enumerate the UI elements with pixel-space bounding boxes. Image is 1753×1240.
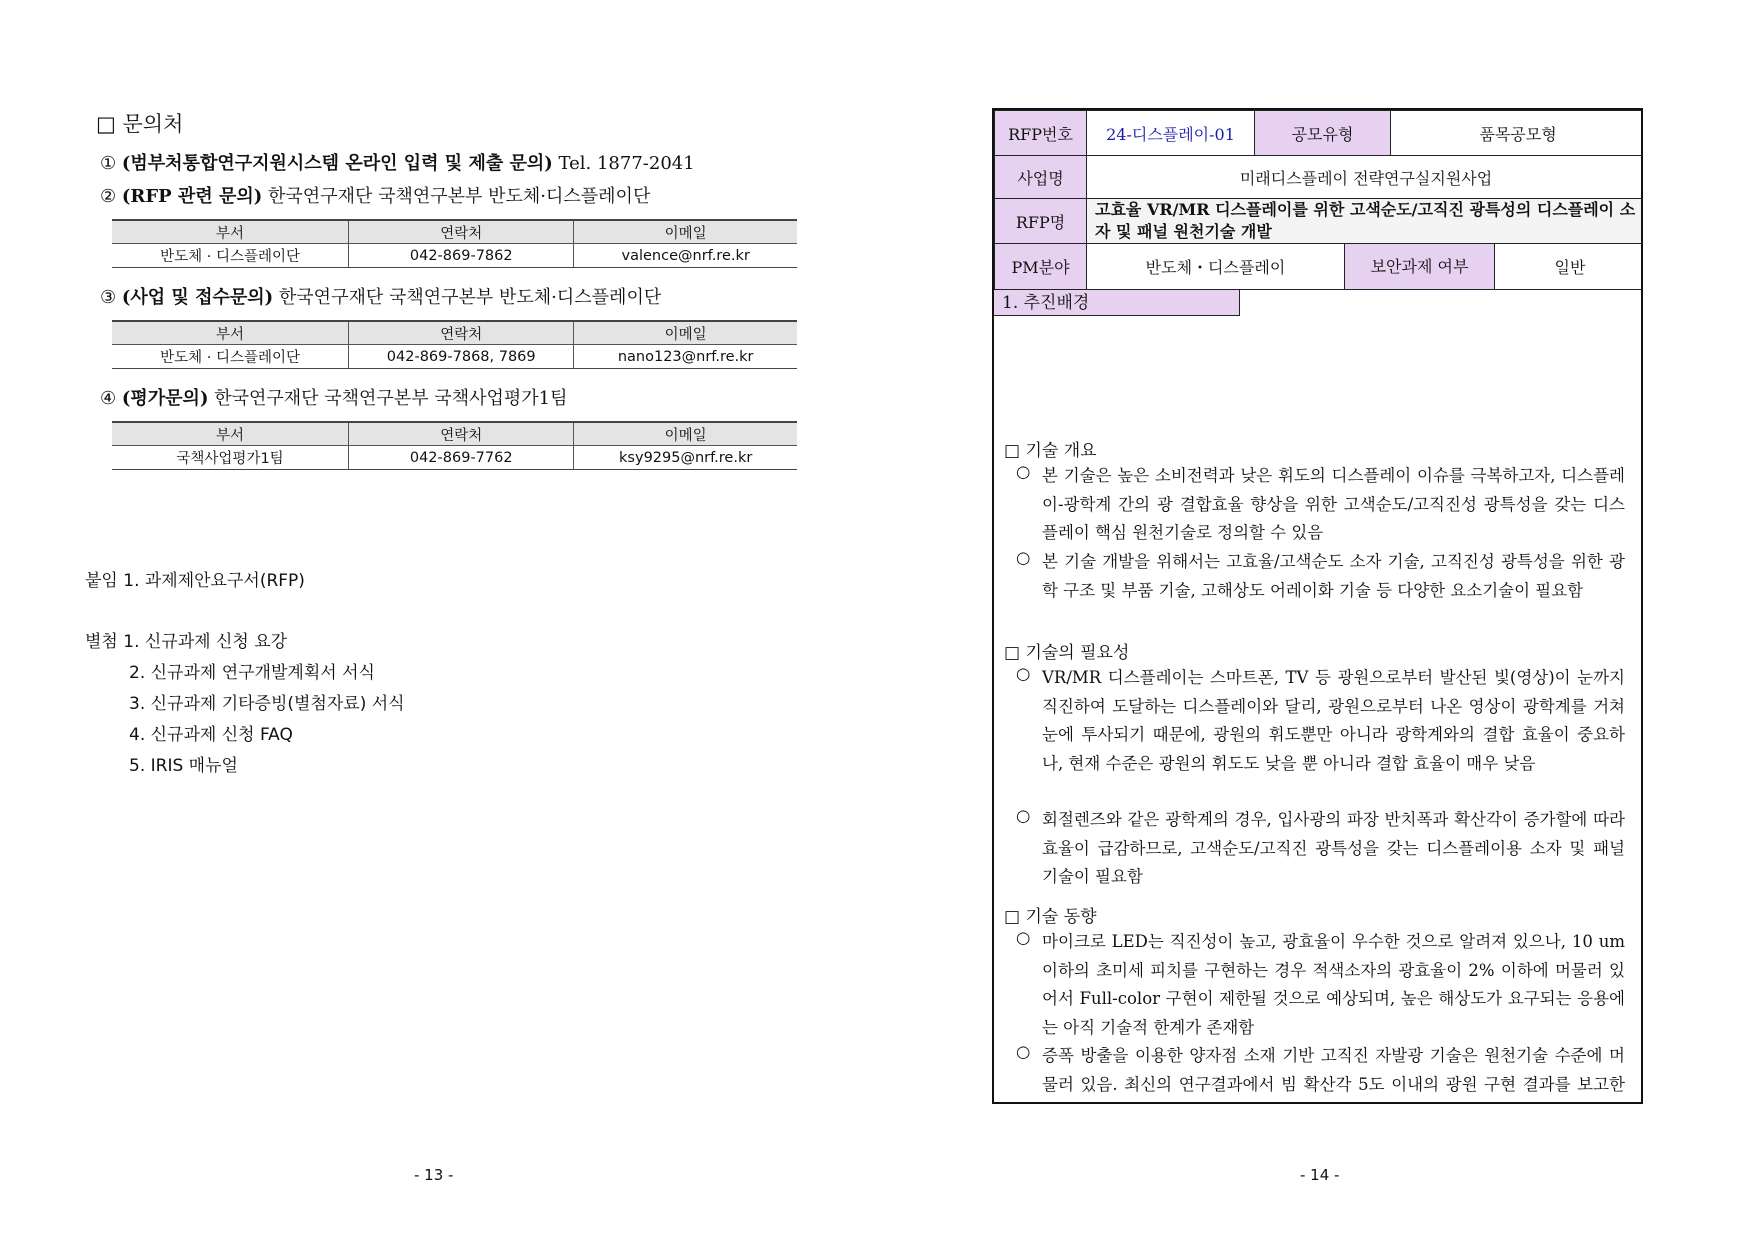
pm-field-label: PM분야 [995, 244, 1087, 290]
contact-item-2 [100, 182, 650, 208]
dept-cell: 반도체 · 디스플레이단 [112, 345, 349, 369]
pm-field-value: 반도체・디스플레이 [1087, 244, 1345, 290]
bullet-icon: ○ [1016, 928, 1031, 947]
paragraph-text: 마이크로 LED는 직진성이 높고, 광효율이 우수한 것으로 알려져 있으나, 10 um이하의 초미세 피치를 구현하는 경우 적색소자의 광효율이 2% 이하에 머물러 있어서 Full-color 구현이 제한될 것으로 예상되며, 높은 해상도가 요구되는 응용에는 아직 기술적 한계가 존재함 [1042, 932, 1625, 1037]
call-type-label: 공모유형 [1255, 111, 1391, 156]
col-header-dept: 부서 [112, 220, 349, 244]
security-label: 보안과제 여부 [1345, 244, 1495, 290]
rfp-box [992, 108, 1643, 1104]
bullet-icon: ○ [1016, 664, 1031, 683]
contact-3-org: 한국연구재단 국책연구본부 반도체·디스플레이단 [278, 287, 662, 308]
contact-table-2 [112, 320, 797, 369]
rfp-name-label: RFP명 [995, 199, 1087, 244]
table-row [112, 244, 797, 268]
bullet-icon: ○ [1016, 548, 1031, 567]
rfp-header-table [994, 110, 1643, 290]
table-row [112, 446, 797, 470]
attachment-line: 붙임 1. 과제제안요구서(RFP) [85, 571, 305, 591]
rfp-row-number [995, 111, 1644, 156]
left-page [0, 0, 876, 1240]
table-header-row [112, 422, 797, 446]
paragraph-text: 본 기술은 높은 소비전력과 낮은 휘도의 디스플레이 이슈를 극복하고자, 디스플레이-광학계 간의 광 결합효율 향상을 위한 고색순도/고직진성 광특성을 갖는 디스플레이 핵심 원천기술로 정의할 수 있음 [1042, 466, 1625, 542]
contact-2-org: 한국연구재단 국책연구본부 반도체·디스플레이단 [268, 186, 651, 207]
rfp-name-value: 고효율 VR/MR 디스플레이를 위한 고색순도/고직진 광특성의 디스플레이 소자 및 패널 원천기술 개발 [1087, 199, 1644, 244]
col-header-phone: 연락처 [349, 220, 574, 244]
contact-1-title: (범부처통합연구지원시스템 온라인 입력 및 제출 문의) [121, 153, 553, 174]
rfp-row-project [995, 156, 1644, 199]
contact-table-1 [112, 219, 797, 268]
page-number: - 13 - [414, 1166, 454, 1184]
phone-cell: 042-869-7868, 7869 [349, 345, 574, 369]
rfp-number-label: RFP번호 [995, 111, 1087, 156]
contact-item-1 [100, 149, 695, 175]
phone-cell: 042-869-7762 [349, 446, 574, 470]
need-heading: □ 기술의 필요성 [1004, 643, 1130, 663]
paragraph-text: 증폭 방출을 이용한 양자점 소재 기반 고직진 자발광 기술은 원천기술 수준에 머물러 있음. 최신의 연구결과에서 빔 확산각 5도 이내의 광원 구현 결과를 보고한 [1042, 1046, 1625, 1094]
contact-table-3 [112, 421, 797, 470]
dept-cell: 국책사업평가1팀 [112, 446, 349, 470]
annex-line-2: 2. 신규과제 연구개발계획서 서식 [129, 663, 375, 683]
contact-1-phone: Tel. 1877-2041 [558, 153, 695, 174]
contact-3-title: (사업 및 접수문의) [121, 287, 274, 308]
project-label: 사업명 [995, 156, 1087, 199]
col-header-phone: 연락처 [349, 321, 574, 345]
annex-line-1: 별첨 1. 신규과제 신청 요강 [85, 632, 288, 652]
contact-item-3 [100, 283, 661, 309]
col-header-email: 이메일 [574, 220, 797, 244]
email-cell[interactable]: valence@nrf.re.kr [574, 244, 797, 268]
annex-line-4: 4. 신규과제 신청 FAQ [129, 725, 293, 745]
col-header-phone: 연락처 [349, 422, 574, 446]
trend-heading: □ 기술 동향 [1004, 907, 1097, 927]
right-page [876, 0, 1753, 1240]
contact-4-number: ④ [100, 388, 117, 409]
contact-2-title: (RFP 관련 문의) [121, 186, 263, 207]
contact-4-org: 한국연구재단 국책연구본부 국책사업평가1팀 [214, 388, 568, 409]
annex-line-5: 5. IRIS 매뉴얼 [129, 756, 238, 776]
email-cell[interactable]: nano123@nrf.re.kr [574, 345, 797, 369]
col-header-dept: 부서 [112, 422, 349, 446]
table-row [112, 345, 797, 369]
paragraph-text: 본 기술 개발을 위해서는 고효율/고색순도 소자 기술, 고직진성 광특성을 위한 광학 구조 및 부품 기술, 고해상도 어레이화 기술 등 다양한 요소기술이 필요함 [1042, 552, 1625, 600]
call-type-value: 품목공모형 [1391, 111, 1643, 156]
col-header-dept: 부서 [112, 321, 349, 345]
background-title: 1. 추진배경 [994, 290, 1240, 316]
paragraph-text: VR/MR 디스플레이는 스마트폰, TV 등 광원으로부터 발산된 빛(영상)이 눈까지 직진하여 도달하는 디스플레이와 달리, 광원으로부터 나온 영상이 광학계를 거쳐 눈에 투사되기 때문에, 광원의 휘도뿐만 아니라 광학계와의 결합 효율이 중요하나, 현재 수준은 광원의 휘도도 낮을 뿐 아니라 결합 효율이 매우 낮음 [1042, 668, 1625, 773]
phone-cell: 042-869-7862 [349, 244, 574, 268]
bullet-icon: ○ [1016, 1042, 1031, 1061]
col-header-email: 이메일 [574, 321, 797, 345]
project-value: 미래디스플레이 전략연구실지원사업 [1087, 156, 1644, 199]
annex-line-3: 3. 신규과제 기타증빙(별첨자료) 서식 [129, 694, 405, 714]
overview-heading: □ 기술 개요 [1004, 441, 1097, 461]
rfp-number-value: 24-디스플레이-01 [1087, 111, 1255, 156]
col-header-email: 이메일 [574, 422, 797, 446]
contact-3-number: ③ [100, 287, 117, 308]
contact-section-title: □ 문의처 [96, 112, 184, 136]
rfp-row-pm [995, 244, 1644, 290]
bullet-icon: ○ [1016, 806, 1031, 825]
email-cell[interactable]: ksy9295@nrf.re.kr [574, 446, 797, 470]
contact-4-title: (평가문의) [121, 388, 209, 409]
bullet-icon: ○ [1016, 462, 1031, 481]
table-header-row [112, 220, 797, 244]
paragraph-text: 회절렌즈와 같은 광학계의 경우, 입사광의 파장 반치폭과 확산각이 증가할에 따라 효율이 급감하므로, 고색순도/고직진 광특성을 갖는 디스플레이용 소자 및 패널 기술이 필요함 [1042, 810, 1625, 886]
contact-item-4 [100, 384, 567, 410]
table-header-row [112, 321, 797, 345]
contact-1-number: ① [100, 153, 117, 174]
security-value: 일반 [1495, 244, 1643, 290]
dept-cell: 반도체 · 디스플레이단 [112, 244, 349, 268]
page-number: - 14 - [1300, 1166, 1340, 1184]
rfp-row-name [995, 199, 1644, 244]
contact-2-number: ② [100, 186, 117, 207]
